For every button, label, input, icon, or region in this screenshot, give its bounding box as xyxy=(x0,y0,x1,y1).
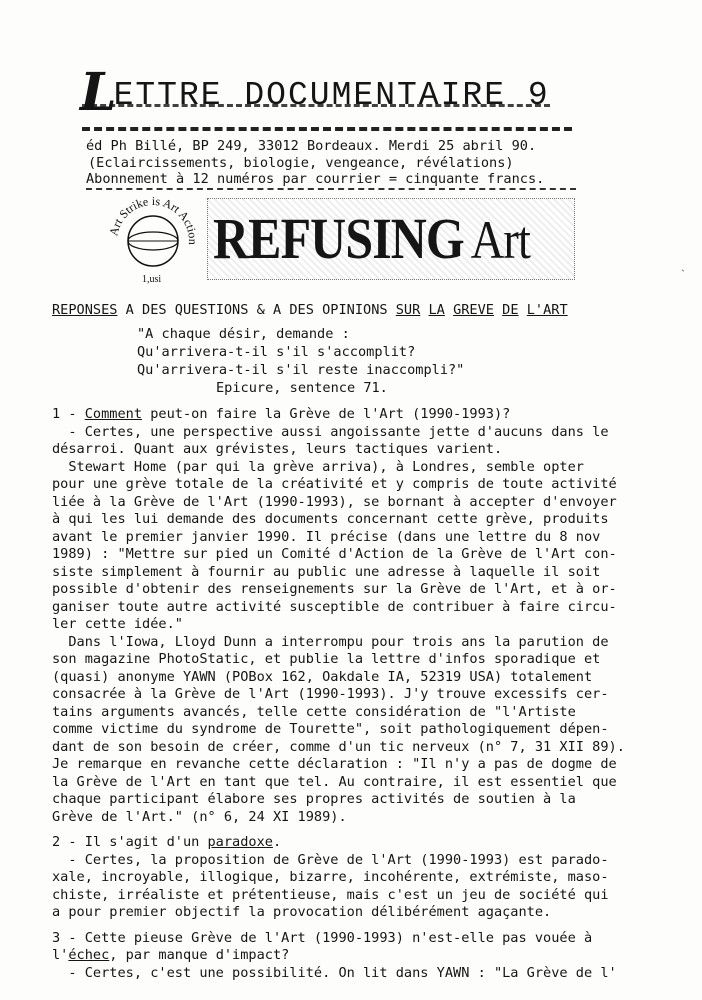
title-initial: L xyxy=(80,62,114,123)
refusing-art-banner xyxy=(213,205,530,272)
heading-suffix: . xyxy=(272,834,282,850)
section-1-paragraphs xyxy=(52,424,672,827)
topics-line: (Eclaircissements, biologie, vengeance, révélations) xyxy=(88,155,514,171)
spacer xyxy=(52,922,672,930)
text-line: Stewart Home (par qui la grève arriva), à Londres, semble opter xyxy=(52,458,584,475)
text-line: Grève de l'Art." (n° 6, 24 XI 1989). xyxy=(52,808,347,825)
text-line: chaque participant élabore ses propres activités de soutien à la xyxy=(52,791,576,807)
text-line: Je remarque en revanche cette déclaration : "Il n'y a pas de dogme de xyxy=(52,756,617,772)
section-3-paragraphs xyxy=(52,965,672,983)
epigraph-line: Qu'arrivera-t-il s'il s'accomplit? xyxy=(137,344,416,360)
margin-mark: ˋ xyxy=(681,267,685,281)
text-line: ler cette idée." xyxy=(52,616,183,632)
section-3-heading-line1: 3 - Cette pieuse Grève de l'Art (1990-1993) n'est-elle pas vouée à xyxy=(52,929,593,946)
svg-text:Art Strike is Art Action xyxy=(106,194,200,245)
heading-word: SUR xyxy=(395,302,421,318)
article-body xyxy=(52,406,672,982)
logo-small-text: 1,usi xyxy=(142,274,162,285)
text-line: consacrée à la Grève de l'Art (1990-1993). J'y trouve excessifs cer- xyxy=(52,686,609,702)
text-line: siste simplement à fournir au public une adresse à laquelle il soit xyxy=(52,563,601,580)
text-line: son magazine PhotoStatic, et publie la lettre d'infos sporadique et xyxy=(52,651,601,667)
section-heading xyxy=(52,302,568,318)
spacer xyxy=(52,826,672,834)
heading-keyword: échec xyxy=(68,947,110,963)
text-line: - Certes, c'est une possibilité. On lit dans YAWN : "La Grève de l' xyxy=(52,964,617,981)
heading-word: REPONSES xyxy=(52,302,118,318)
heading-space xyxy=(494,302,502,318)
heading-word: DE xyxy=(502,302,519,318)
section-2-heading xyxy=(52,834,672,852)
heading-space xyxy=(519,302,527,318)
text-line: liée à la Grève de l'Art (1990-1993), se bornant à accepter d'envoyer xyxy=(52,493,617,510)
heading-space xyxy=(420,302,428,318)
header-dashed-rule xyxy=(82,127,572,137)
heading-suffix: , par manque d'impact? xyxy=(109,947,290,963)
text-line: - Certes, la proposition de Grève de l'Art (1990-1993) est parado- xyxy=(52,851,609,868)
text-line: tains arguments avancés, telle cette considération de "l'Artiste xyxy=(52,703,576,720)
text-line: pour une grève totale de la créativité et y compris de toute activité xyxy=(52,476,617,492)
text-line: Dans l'Iowa, Lloyd Dunn a interrompu pour trois ans la parution de xyxy=(52,633,609,650)
subscription-line: Abonnement à 12 numéros par courrier = cinquante francs. xyxy=(86,171,545,187)
text-line: xale, incroyable, illogique, bizarre, incohérente, extrémiste, maso- xyxy=(52,869,609,885)
text-line: comme victime du syndrome de Tourette", soit pathologiquement dépen- xyxy=(52,721,609,737)
epigraph-line: "A chaque désir, demande : xyxy=(137,326,350,342)
newsletter-title xyxy=(80,62,550,123)
text-line: la Grève de l'Art en tant que tel. Au contraire, il est essentiel que xyxy=(52,773,617,790)
text-line: (quasi) anonyme YAWN (POBox 162, Oakdale IA, 52319 USA) totalement xyxy=(52,668,593,685)
banner-word-art: Art xyxy=(470,210,531,270)
text-line: - Certes, une perspective aussi angoissante jette d'aucuns dans le xyxy=(52,423,609,440)
heading-word: LA xyxy=(428,302,445,318)
epigraph-attribution: Epicure, sentence 71. xyxy=(216,380,388,396)
text-line: à qui les lui demande des documents concernant cette grève, produits xyxy=(52,511,609,527)
section-2-paragraphs xyxy=(52,852,672,922)
text-line: dant de son besoin de créer, comme d'un tic nerveux (n° 7, 31 XII 89). xyxy=(52,738,625,755)
text-line: possible d'obtenir des renseignements sur la Grève de l'Art, et à or- xyxy=(52,581,617,597)
subscription-underline xyxy=(86,188,576,190)
text-line: désarroi. Quant aux grévistes, leurs tactiques varient. xyxy=(52,441,503,457)
art-strike-logo xyxy=(106,194,200,288)
epigraph-line: Qu'arrivera-t-il s'il reste inaccompli?" xyxy=(137,362,465,378)
text-line: 1989) : "Mettre sur pied un Comité d'Action de la Grève de l'Art con- xyxy=(52,546,617,562)
heading-suffix: peut-on faire la Grève de l'Art (1990-1993)? xyxy=(142,406,511,422)
text-line: ganiser toute autre activité susceptible de contribuer à faire circu- xyxy=(52,598,617,615)
text-line: avant le premier janvier 1990. Il précise (dans une lettre du 8 nov xyxy=(52,528,601,545)
heading-keyword: Comment xyxy=(84,406,143,422)
heading-word: GREVE xyxy=(453,302,494,318)
section-3-heading-line2 xyxy=(52,947,672,965)
heading-keyword: paradoxe xyxy=(207,834,273,850)
heading-prefix: l' xyxy=(52,947,69,963)
text-line: chiste, irréaliste et prétentieuse, mais c'est un jeu de société qui xyxy=(52,886,609,903)
logo-ring-text: Art Strike is Art Action xyxy=(106,194,200,245)
heading-prefix: 1 - xyxy=(52,406,85,422)
banner-word-refusing: REFUSING xyxy=(213,206,464,271)
section-1-heading xyxy=(52,406,672,424)
heading-word: A DES QUESTIONS & A DES OPINIONS xyxy=(117,302,396,318)
heading-prefix: 2 - Il s'agit d'un xyxy=(52,834,208,850)
text-line: a pour premier objectif la provocation délibérément agaçante. xyxy=(52,904,552,920)
heading-word: L'ART xyxy=(526,302,568,318)
title-rest: ETTRE DOCUMENTAIRE 9 xyxy=(113,77,550,114)
publisher-line: éd Ph Billé, BP 249, 33012 Bordeaux. Merdi 25 abril 90. xyxy=(86,138,537,154)
heading-space xyxy=(445,302,453,318)
